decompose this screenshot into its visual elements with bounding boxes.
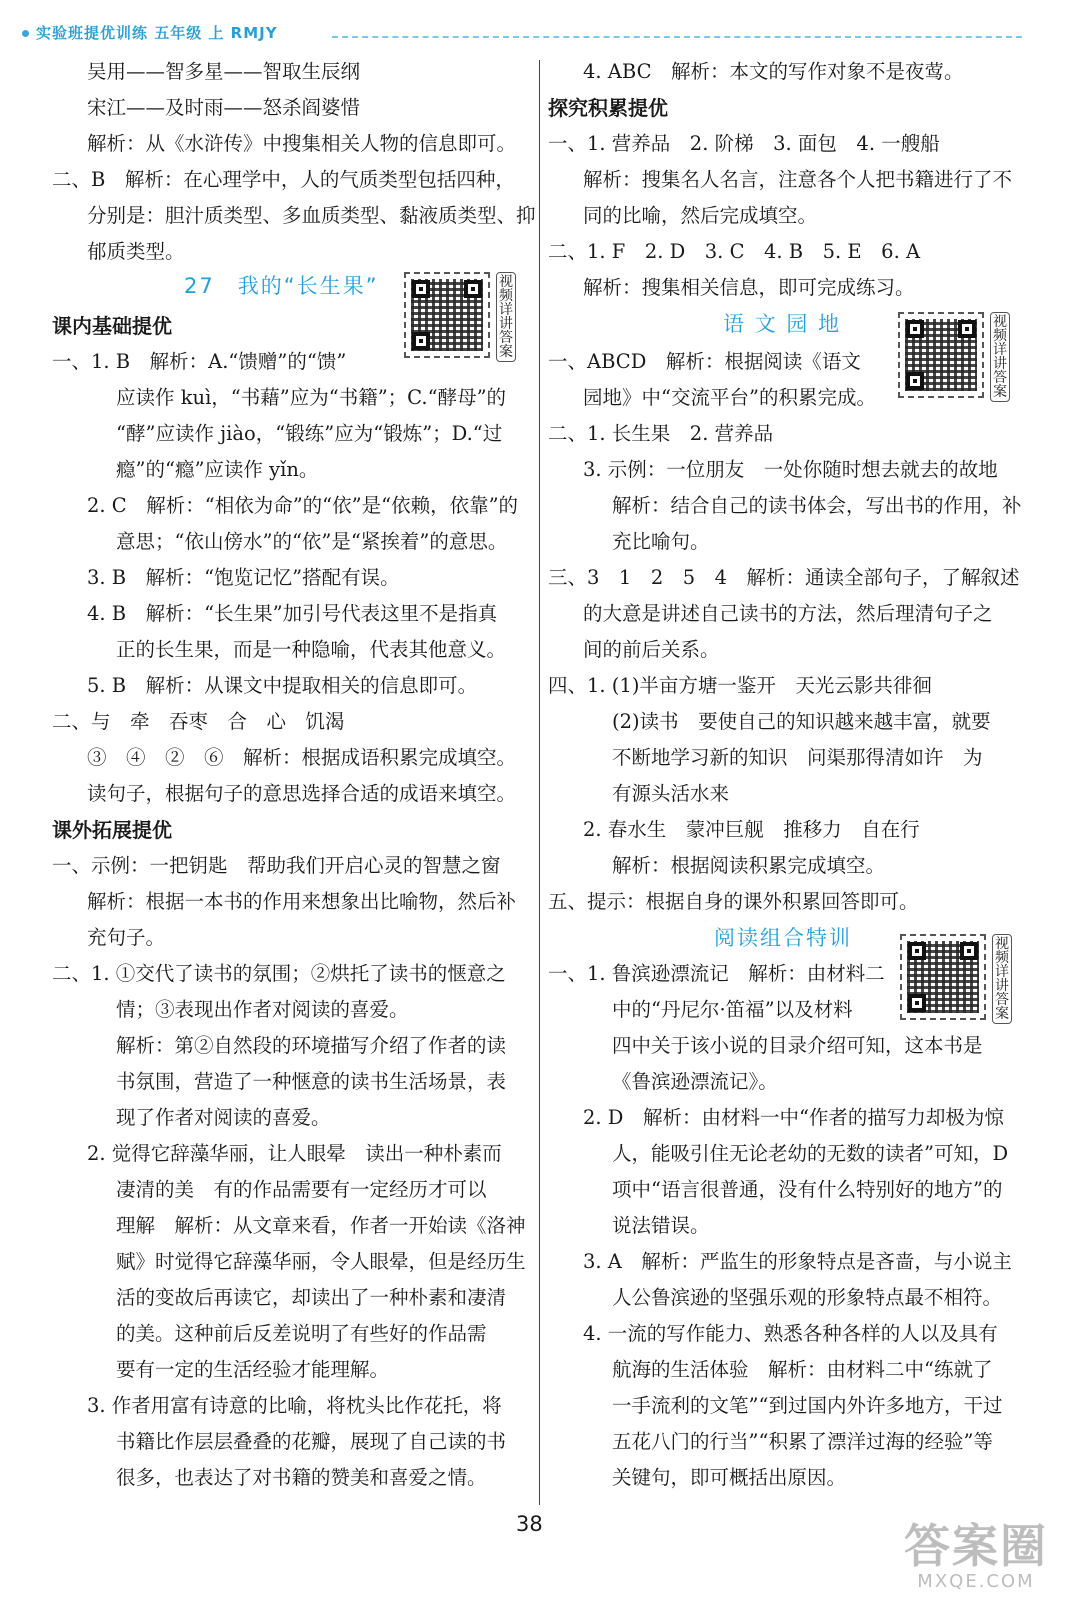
text-line: 五、提示：根据自身的课外积累回答即可。	[548, 890, 919, 913]
header-dashed-rule	[332, 36, 1022, 38]
text-line: 2. C 解析：“相依为命”的“依”是“依赖，依靠”的	[87, 494, 519, 517]
qr-code-icon	[900, 934, 986, 1020]
watermark-logo: 答案圈	[904, 1519, 1048, 1573]
text-line: 解析：第②自然段的环境描写介绍了作者的读	[116, 1034, 507, 1057]
text-line: 人公鲁滨逊的坚强乐观的形象特点最不相符。	[612, 1286, 1003, 1309]
running-header	[22, 22, 1022, 46]
text-line: 园地》中“交流平台”的积累完成。	[583, 386, 876, 409]
text-line: 很多，也表达了对书籍的赞美和喜爱之情。	[116, 1466, 487, 1489]
text-line: 一、1. B 解析：A.“馈赠”的“馈”	[52, 350, 347, 373]
text-line: 解析：根据阅读积累完成填空。	[612, 854, 886, 877]
text-line: 中的“丹尼尔·笛福”以及材料	[612, 998, 853, 1021]
text-line: 解析：根据一本书的作用来想象出比喻物，然后补	[87, 890, 517, 913]
qr-label: 视频详讲答案	[496, 272, 516, 362]
text-line: 要有一定的生活经验才能理解。	[116, 1358, 390, 1381]
text-line: 意思；“依山傍水”的“依”是“紧挨着”的意思。	[116, 530, 508, 553]
text-line: 正的长生果，而是一种隐喻，代表其他意义。	[116, 638, 507, 661]
text-line: 一、1. 营养品 2. 阶梯 3. 面包 4. 一艘船	[548, 132, 940, 155]
text-line: 人，能吸引住无论老幼的无数的读者”可知，D	[612, 1142, 1009, 1165]
text-line: 活的变故后再读它，却读出了一种朴素和凄清	[116, 1286, 507, 1309]
text-line: 解析：搜集相关信息，即可完成练习。	[583, 276, 915, 299]
page-number: 38	[516, 1512, 543, 1536]
text-line: 有源头活水来	[612, 782, 730, 805]
qr-code-lesson27[interactable]	[404, 272, 516, 358]
text-line: 说法错误。	[612, 1214, 710, 1237]
text-line: 吴用——智多星——智取生辰纲	[87, 60, 361, 83]
header-title: 实验班提优训练 五年级 上 RMJY	[36, 24, 278, 42]
text-line: 的大意是讲述自己读书的方法，然后理清句子之	[583, 602, 993, 625]
text-line: 充比喻句。	[612, 530, 710, 553]
text-line: 解析：搜集名人名言，注意各个人把书籍进行了不	[583, 168, 1013, 191]
text-line: 一、示例：一把钥匙 帮助我们开启心灵的智慧之窗	[52, 854, 501, 877]
text-line: 航海的生活体验 解析：由材料二中“练就了	[612, 1358, 993, 1381]
text-line: 3. 示例：一位朋友 一处你随时想去就去的故地	[583, 458, 998, 481]
text-line: 应读作 kuì，“书藉”应为“书籍”；C.“酵母”的	[116, 386, 507, 409]
qr-code-reading-training[interactable]	[900, 934, 1012, 1020]
text-line: 一、ABCD 解析：根据阅读《语文	[548, 350, 861, 373]
text-line: 解析：从《水浒传》中搜集相关人物的信息即可。	[87, 132, 517, 155]
text-line: 间的前后关系。	[583, 638, 720, 661]
watermark-url: MXQE.COM	[917, 1571, 1035, 1592]
text-line: 理解 解析：从文章来看，作者一开始读《洛神	[116, 1214, 526, 1237]
text-line: 读句子，根据句子的意思选择合适的成语来填空。	[87, 782, 517, 805]
text-line: 4. 一流的写作能力、熟悉各种各样的人以及具有	[583, 1322, 998, 1345]
section-heading: 课内基础提优	[52, 314, 172, 338]
lesson-title: 阅读组合特训	[714, 926, 852, 950]
text-line: 4. B 解析：“长生果”加引号代表这里不是指真	[87, 602, 498, 625]
text-line: 3. A 解析：严监生的形象特点是吝啬，与小说主	[583, 1250, 1012, 1273]
text-line: 充句子。	[87, 926, 166, 949]
text-line: 5. B 解析：从课文中提取相关的信息即可。	[87, 674, 478, 697]
text-line: 一、1. 鲁滨逊漂流记 解析：由材料二	[548, 962, 885, 985]
text-line: 书氛围，营造了一种惬意的读书生活场景，表	[116, 1070, 507, 1093]
text-line: 关键句，即可概括出原因。	[612, 1466, 847, 1489]
text-line: 2. 春水生 蒙冲巨舰 推移力 自在行	[583, 818, 920, 841]
text-line: 项中“语言很普通，没有什么特别好的地方”的	[612, 1178, 1003, 1201]
text-line: 3. B 解析：“饱览记忆”搭配有误。	[87, 566, 400, 589]
watermark	[904, 1521, 1048, 1592]
text-line: 凄清的美 有的作品需要有一定经历才可以	[116, 1178, 487, 1201]
text-line: 现了作者对阅读的喜爱。	[116, 1106, 331, 1129]
qr-label: 视频详讲答案	[992, 934, 1012, 1024]
text-line: 不断地学习新的知识 问渠那得清如许 为	[612, 746, 983, 769]
text-line: 二、1. 长生果 2. 营养品	[548, 422, 774, 445]
header-dot-icon	[22, 30, 29, 37]
text-line: 赋》时觉得它辞藻华丽，令人眼晕，但是经历生	[116, 1250, 526, 1273]
text-line: 二、1. ①交代了读书的氛围；②烘托了读书的惬意之	[52, 962, 506, 985]
text-line: ③ ④ ② ⑥ 解析：根据成语积累完成填空。	[87, 746, 517, 769]
text-line: 《鲁滨逊漂流记》。	[612, 1070, 778, 1093]
text-line: 宋江——及时雨——怒杀阎婆惜	[87, 96, 361, 119]
text-line: 4. ABC 解析：本文的写作对象不是夜莺。	[583, 60, 964, 83]
text-line: 一手流利的文笔”“到过国内外许多地方，干过	[612, 1394, 1003, 1417]
text-line: “酵”应读作 jiào，“锻练”应为“锻炼”；D.“过	[116, 422, 503, 445]
text-line: 2. 觉得它辞藻华丽，让人眼晕 读出一种朴素而	[87, 1142, 502, 1165]
qr-code-yuwen-yuandi[interactable]	[898, 312, 1010, 398]
text-line: 二、B 解析：在心理学中，人的气质类型包括四种，	[52, 168, 515, 191]
text-line: 四、1. (1)半亩方塘一鉴开 天光云影共徘徊	[548, 674, 932, 697]
qr-code-icon	[404, 272, 490, 358]
qr-label: 视频详讲答案	[990, 312, 1010, 402]
text-line: 书籍比作层层叠叠的花瓣，展现了自己读的书	[116, 1430, 507, 1453]
text-line: 2. D 解析：由材料一中“作者的描写力却极为惊	[583, 1106, 1004, 1129]
text-line: 五花八门的行当”“积累了漂洋过海的经验”等	[612, 1430, 993, 1453]
column-divider	[539, 60, 540, 1505]
text-line: 二、与 牵 吞枣 合 心 饥渴	[52, 710, 345, 733]
qr-code-icon	[898, 312, 984, 398]
section-heading: 探究积累提优	[548, 96, 668, 120]
text-line: 二、1. F 2. D 3. C 4. B 5. E 6. A	[548, 240, 921, 263]
text-line: 分别是：胆汁质类型、多血质类型、黏液质类型、抑	[87, 204, 536, 227]
text-line: 三、3 1 2 5 4 解析：通读全部句子，了解叙述	[548, 566, 1020, 589]
text-line: 四中关于该小说的目录介绍可知，这本书是	[612, 1034, 983, 1057]
text-line: 郁质类型。	[87, 240, 185, 263]
text-line: 情；③表现出作者对阅读的喜爱。	[116, 998, 409, 1021]
lesson-title: 语 文 园 地	[723, 312, 842, 336]
text-line: (2)读书 要使自己的知识越来越丰富，就要	[612, 710, 991, 733]
text-line: 解析：结合自己的读书体会，写出书的作用，补	[612, 494, 1022, 517]
text-line: 瘾”的“瘾”应读作 yǐn。	[116, 458, 319, 481]
text-line: 的美。这种前后反差说明了有些好的作品需	[116, 1322, 487, 1345]
text-line: 同的比喻，然后完成填空。	[583, 204, 818, 227]
text-line: 3. 作者用富有诗意的比喻，将枕头比作花托，将	[87, 1394, 502, 1417]
lesson-title: 27 我的“长生果”	[184, 274, 379, 298]
section-heading: 课外拓展提优	[52, 818, 172, 842]
